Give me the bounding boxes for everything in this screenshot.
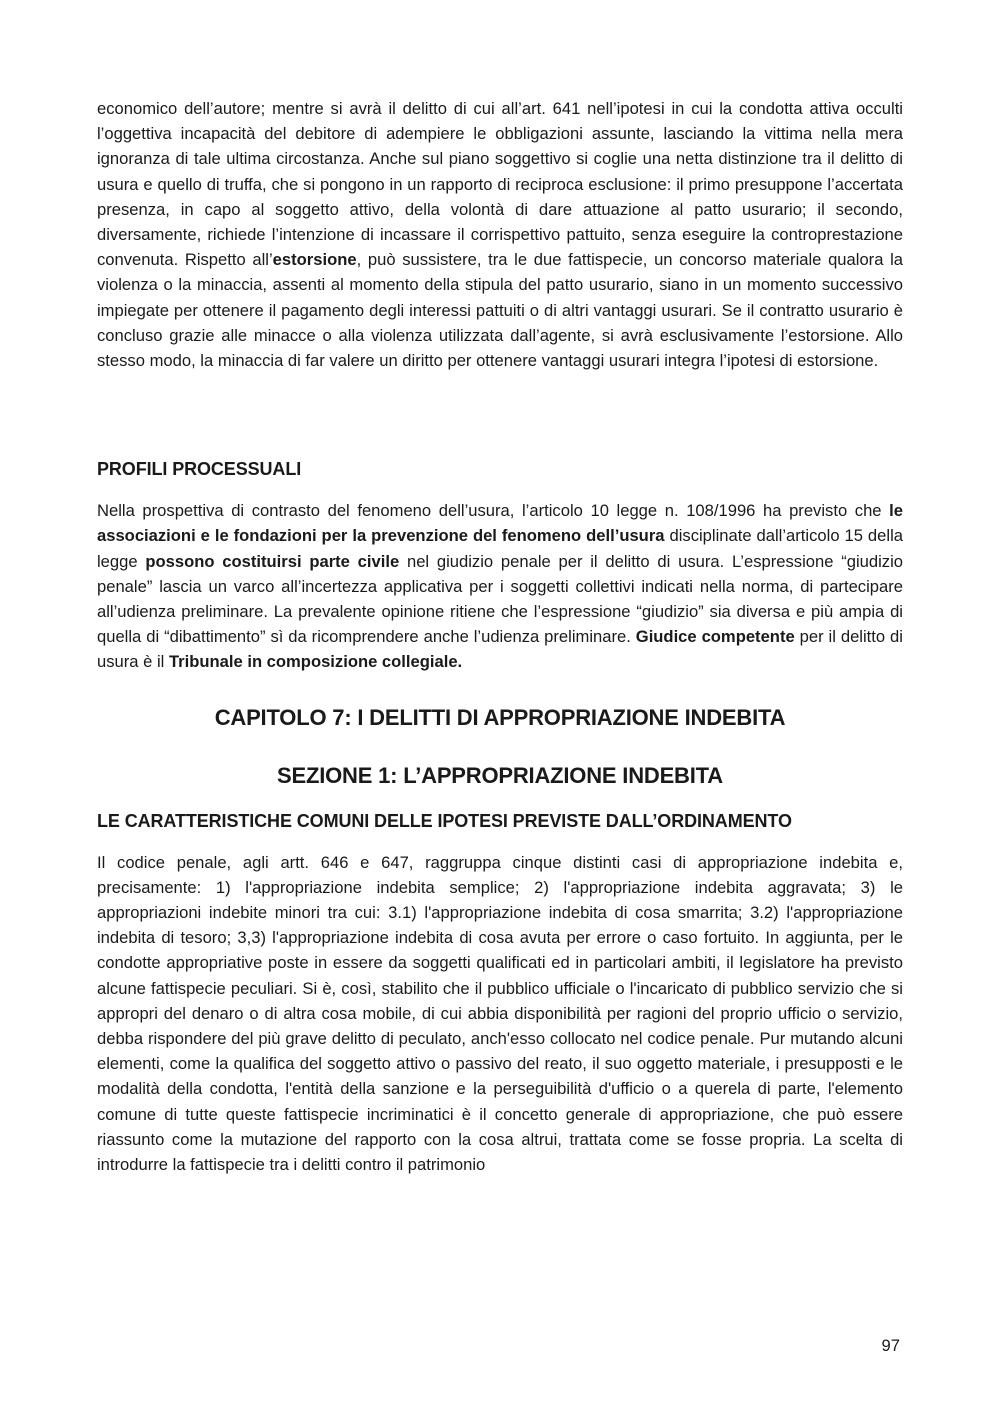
text-run: Il codice penale, agli artt. 646 e 647, raggruppa cinque distinti casi di appropriazione indebita e, precisamente: 1) l'appropriazione indebita semplice; 2) l'appropriazione indebita aggravata; 3) le appropriazioni indebite minori tra cui: 3.1) l'appropriazione indebita di cosa smarrita; 3.2) l'appropriazione indebita di tesoro; 3,3) l'appropriazione indebita di cosa avuta per errore o caso fortuito. In aggiunta, per le condotte appropriative poste in essere da soggetti qualificati ed in particolari ambiti, il legislatore ha previsto alcune fattispecie peculiari. Si è, così, stabilito che il pubblico ufficiale o l'incaricato di pubblico servizio che si appropri del denaro o di altra cosa mobile, di cui abbia disponibilità per ragioni del proprio ufficio o servizio, debba rispondere del più grave delitto di peculato, anch'esso collocato nel codice penale. Pur mutando alcuni elementi, come la qualifica del soggetto attivo o passivo del reato, il suo oggetto materiale, i presupposti e le modalità della condotta, l'entità della sanzione e la perseguibilità d'ufficio o a querela di parte, l'elemento comune di tutte queste fattispecie incriminatici è il concetto generale di appropriazione, che può essere riassunto come la mutazione del rapporto con la cosa altrui, trattata come se fosse propria. La scelta di introdurre la fattispecie tra i delitti contro il patrimonio xyxy=(97,852,903,1175)
bold-text-run: Giudice competente xyxy=(635,627,795,647)
text-run: economico dell’autore; mentre si avrà il delitto di cui all’art. 641 nell’ipotesi in cui la condotta attiva occulti l’oggettiva incapacità del debitore di adempiere le obbligazioni assunte, lasciando la vittima nella mera ignoranza di tale ultima circostanza. Anche sul piano soggettivo si coglie una netta distinzione tra il delitto di usura e quello di truffa, che si pongono in un rapporto di reciproca esclusione: il primo presuppone l’accertata presenza, in capo al soggetto attivo, della volontà di dare attuazione al patto usurario; il secondo, diversamente, richiede l’intenzione di incassare il corrispettivo pattuito, senza eseguire la controprestazione convenuta. Rispetto all’ xyxy=(97,99,903,270)
bold-text-run: Tribunale in composizione collegiale. xyxy=(168,652,463,672)
heading-caratteristiche-comuni: LE CARATTERISTICHE COMUNI DELLE IPOTESI PREVISTE DALL’ORDINAMENTO xyxy=(97,810,792,831)
bold-text-run: estorsione xyxy=(272,250,357,270)
page-number: 97 xyxy=(881,1336,900,1355)
bold-text-run: possono costituirsi parte civile xyxy=(145,551,400,571)
text-run: Nella prospettiva di contrasto del fenomeno dell’usura, l’articolo 10 legge n. 108/1996 ha previsto che xyxy=(97,501,890,521)
text-run: , può sussistere, tra le due fattispecie, un concorso materiale qualora la violenza o la minaccia, assenti al momento della stipula del patto usurario, siano in un momento successivo impiegate per ottenere il pagamento degli interessi pattuiti o di altri vantaggi usurari. Se il contratto usurario è concluso grazie alle minacce o alla violenza utilizzata dall’agente, si avrà esclusivamente l’estorsione. Allo stesso modo, la minaccia di far valere un diritto per ottenere vantaggi usurari integra l’ipotesi di estorsione. xyxy=(97,250,903,371)
bold-text-run: le associazioni e le fondazioni per la prevenzione del fenomeno dell’usura xyxy=(97,501,903,546)
chapter-title: CAPITOLO 7: I DELITTI DI APPROPRIAZIONE INDEBITA xyxy=(214,704,786,730)
paragraph-usura-truffa-estorsione xyxy=(97,96,903,373)
document-page xyxy=(97,96,903,1177)
heading-profili-processuali: PROFILI PROCESSUALI xyxy=(97,459,302,480)
paragraph-profili-processuali xyxy=(97,498,903,674)
section-title: SEZIONE 1: L’APPROPRIAZIONE INDEBITA xyxy=(277,762,723,788)
text-run: per il delitto di usura è il xyxy=(97,627,903,672)
paragraph-appropriazione-indebita xyxy=(97,850,903,1178)
text-run: disciplinate dall’articolo 15 della legge xyxy=(97,526,903,571)
text-run: nel giudizio penale per il delitto di usura. L’espressione “giudizio penale” lascia un varco all’incertezza applicativa per i soggetti collettivi indicati nella norma, di partecipare all’udienza preliminare. La prevalente opinione ritiene che l’espressione “giudizio” sia diversa e più ampia di quella di “dibattimento” sì da ricomprendere anche l’udienza preliminare. xyxy=(97,551,903,647)
